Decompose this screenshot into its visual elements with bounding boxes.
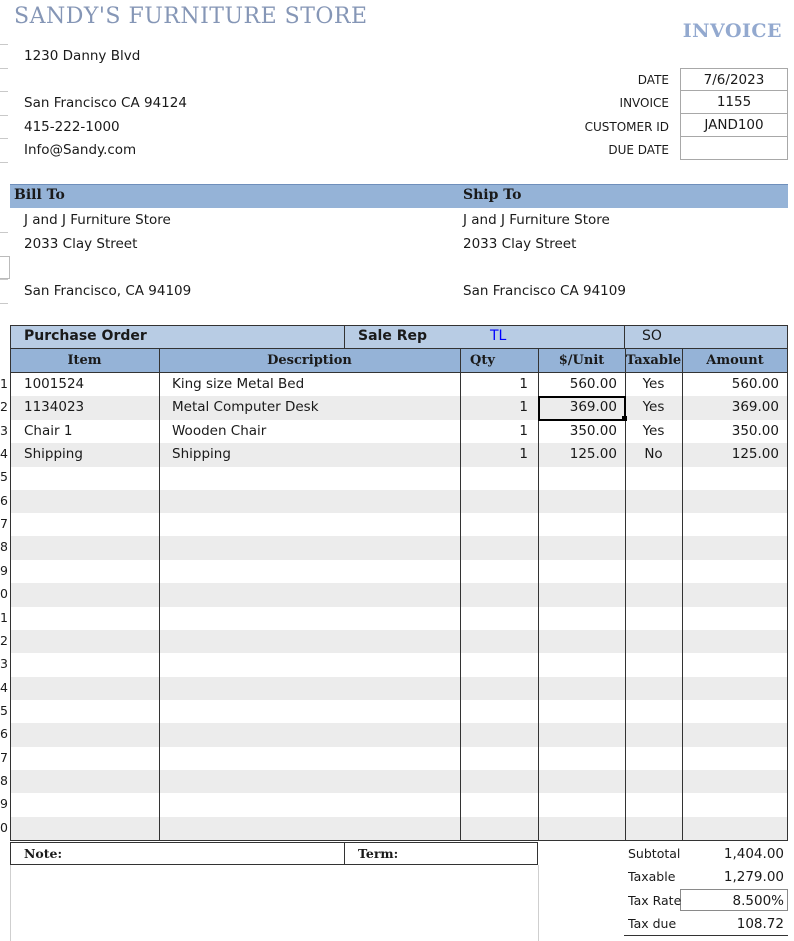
cell-taxable[interactable]: Yes [642,376,665,392]
table-row[interactable] [10,560,788,584]
fill-handle[interactable] [622,416,627,421]
invoice-title: INVOICE [682,20,782,42]
table-row[interactable] [10,466,788,490]
row-number: 0 [0,586,8,602]
sale-rep-label: Sale Rep [358,328,427,344]
table-row[interactable] [10,677,788,701]
row-number: 2 [0,632,8,648]
column-taxable[interactable]: Taxable [625,353,682,368]
date-field[interactable]: 7/6/2023 [680,68,788,91]
bill-to-city[interactable]: San Francisco, CA 94109 [24,283,192,299]
bill-to-name[interactable]: J and J Furniture Store [24,212,171,228]
row-number: 5 [0,469,8,485]
ship-to-city[interactable]: San Francisco CA 94109 [463,283,626,299]
row-number: 3 [0,656,8,672]
customer-id-field[interactable]: JAND100 [680,114,788,137]
subtotal-label: Subtotal [628,846,681,861]
row-number: 3 [0,422,8,438]
row-number: 4 [0,679,8,695]
row-number: 1 [0,376,8,391]
ship-to-heading: Ship To [463,187,522,203]
row-number: 6 [0,726,8,742]
table-row[interactable] [10,513,788,537]
purchase-order-label: Purchase Order [24,328,147,344]
taxable-value[interactable]: 1,279.00 [723,869,784,885]
table-row[interactable] [10,583,788,607]
cell-qty[interactable]: 1 [519,376,528,392]
row-number: 7 [0,749,8,765]
row-number: 9 [0,562,8,578]
table-row[interactable] [10,630,788,654]
row-number: 8 [0,539,8,555]
cell-item[interactable]: 1001524 [24,376,85,392]
table-row[interactable] [10,747,788,771]
company-phone[interactable]: 415-222-1000 [24,119,120,135]
row-number: 0 [0,819,8,835]
column-amount[interactable]: Amount [706,353,764,368]
cell-qty[interactable]: 1 [519,446,528,463]
cell-description[interactable]: Shipping [172,446,231,463]
cell-amount[interactable]: 125.00 [731,446,779,463]
bill-to-street[interactable]: 2033 Clay Street [24,236,138,252]
row-number: 7 [0,516,8,532]
table-row[interactable] [10,607,788,631]
cell-item[interactable]: Shipping [24,446,83,463]
bill-to-heading: Bill To [14,187,65,203]
row-number: 5 [0,702,8,718]
invoice-number-field[interactable]: 1155 [680,91,788,114]
ship-to-name[interactable]: J and J Furniture Store [463,212,610,228]
cell-unit[interactable]: 369.00 [569,399,617,416]
tax-rate-value[interactable]: 8.500% [732,893,784,909]
ship-to-street[interactable]: 2033 Clay Street [463,236,577,252]
tax-due-label: Tax due [628,916,677,931]
table-row[interactable] [10,723,788,747]
selected-cell[interactable] [538,396,626,421]
cell-amount[interactable]: 369.00 [731,399,779,416]
company-address[interactable]: 1230 Danny Blvd [24,48,141,64]
row-number: 4 [0,446,8,462]
cell-description[interactable]: King size Metal Bed [172,376,305,392]
due-date-field[interactable] [680,137,788,160]
date-label: DATE [637,73,669,87]
cell-amount[interactable]: 560.00 [731,376,779,392]
table-row[interactable] [10,536,788,560]
company-name: SANDY'S FURNITURE STORE [14,4,368,29]
cell-unit[interactable]: 560.00 [569,376,617,392]
note-label: Note: [24,846,63,861]
cell-taxable[interactable]: Yes [642,422,665,439]
column-item[interactable]: Item [67,353,102,368]
row-number: 1 [0,609,8,625]
sale-rep-value[interactable]: TL [490,328,507,344]
taxable-label: Taxable [628,869,676,884]
row-number: 2 [0,399,8,415]
cell-item[interactable]: 1134023 [24,399,85,416]
tax-due-value[interactable]: 108.72 [736,916,784,932]
note-term-bar [10,842,538,865]
cell-taxable[interactable]: Yes [642,399,665,416]
table-row[interactable] [10,490,788,514]
cell-unit[interactable]: 350.00 [569,422,617,439]
row-number: 9 [0,796,8,812]
column-unit-price[interactable]: $/Unit [558,353,605,368]
row-number: 8 [0,772,8,788]
term-label: Term: [358,846,399,861]
column-description[interactable]: Description [267,353,352,368]
row-number: 6 [0,492,8,508]
company-city-state-zip[interactable]: San Francisco CA 94124 [24,95,187,111]
cell-taxable[interactable]: No [644,446,663,463]
invoice-number-label: INVOICE [619,96,669,110]
table-row[interactable] [10,817,788,841]
cell-qty[interactable]: 1 [519,422,528,439]
cell-edge [0,256,10,279]
column-qty[interactable]: Qty [470,353,495,368]
subtotal-value[interactable]: 1,404.00 [723,846,784,862]
company-email[interactable]: Info@Sandy.com [24,142,137,158]
customer-id-label: CUSTOMER ID [584,120,669,134]
cell-description[interactable]: Wooden Chair [172,422,267,439]
due-date-label: DUE DATE [608,143,669,157]
cell-description[interactable]: Metal Computer Desk [172,399,319,416]
cell-unit[interactable]: 125.00 [569,446,617,463]
cell-qty[interactable]: 1 [519,399,528,416]
table-row[interactable] [10,653,788,677]
bill-ship-header-bar [10,184,788,208]
so-label: SO [642,328,662,344]
tax-rate-label: Tax Rate [628,893,682,908]
table-row[interactable] [10,770,788,794]
cell-amount[interactable]: 350.00 [731,422,779,439]
table-row[interactable] [10,793,788,817]
cell-item[interactable]: Chair 1 [24,422,73,439]
table-row[interactable] [10,700,788,724]
